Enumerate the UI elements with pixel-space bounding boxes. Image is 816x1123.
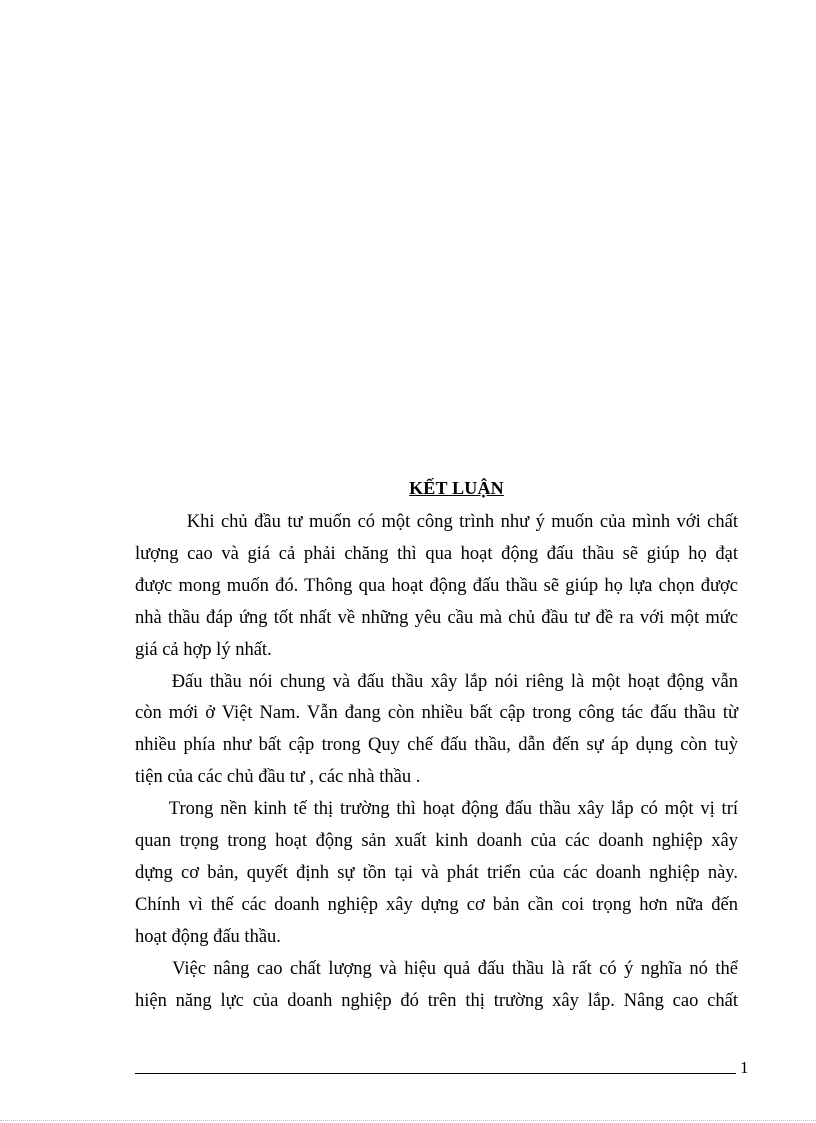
text-line: Khi chủ đầu tư muốn có một công trình như ý muốn của mình với chất — [135, 512, 738, 532]
footer-rule — [135, 1073, 736, 1074]
text-line: lượng cao và giá cả phải chăng thì qua hoạt động đấu thầu sẽ giúp họ đạt — [135, 543, 738, 564]
paragraph-1 — [135, 507, 738, 667]
text-line: giá cả hợp lý nhất. — [135, 639, 272, 660]
text-line: hiện năng lực của doanh nghiệp đó trên thị trường xây lắp. Nâng cao chất — [135, 990, 738, 1011]
text-line: dựng cơ bản, quyết định sự tồn tại và phát triển của các doanh nghiệp này. — [135, 862, 738, 883]
page-number: 1 — [740, 1058, 749, 1077]
text-line: Trong nền kinh tế thị trường thì hoạt động đấu thầu xây lắp có một vị trí — [135, 799, 738, 820]
text-line: Đấu thầu nói chung và đấu thầu xây lắp nói riêng là một hoạt động vẫn — [135, 671, 738, 692]
paragraph-3 — [135, 794, 738, 954]
text-line: được mong muốn đó. Thông qua hoạt động đấu thầu sẽ giúp họ lựa chọn được — [135, 575, 738, 596]
text-line: Chính vì thế các doanh nghiệp xây dựng cơ bản cần coi trọng hơn nữa đến — [135, 894, 738, 915]
text-line: hoạt động đấu thầu. — [135, 926, 281, 947]
text-line: quan trọng trong hoạt động sản xuất kinh doanh của các doanh nghiệp xây — [135, 831, 738, 852]
text-line: tiện của các chủ đầu tư , các nhà thầu . — [135, 767, 421, 788]
text-line: nhà thầu đáp ứng tốt nhất về những yêu cầu mà chủ đầu tư đề ra với một mức — [135, 607, 738, 628]
page-edge-divider — [0, 1120, 816, 1121]
text-line: còn mới ở Việt Nam. Vẫn đang còn nhiều bất cập trong công tác đấu thầu từ — [135, 703, 738, 724]
body-text — [135, 507, 738, 1018]
section-heading: KẾT LUẬN — [409, 478, 504, 498]
text-line: nhiều phía như bất cập trong Quy chế đấu thầu, dẫn đến sự áp dụng còn tuỳ — [135, 735, 738, 756]
text-line: Việc nâng cao chất lượng và hiệu quả đấu thầu là rất có ý nghĩa nó thể — [135, 958, 738, 979]
paragraph-4 — [135, 954, 738, 1018]
paragraph-2 — [135, 667, 738, 795]
